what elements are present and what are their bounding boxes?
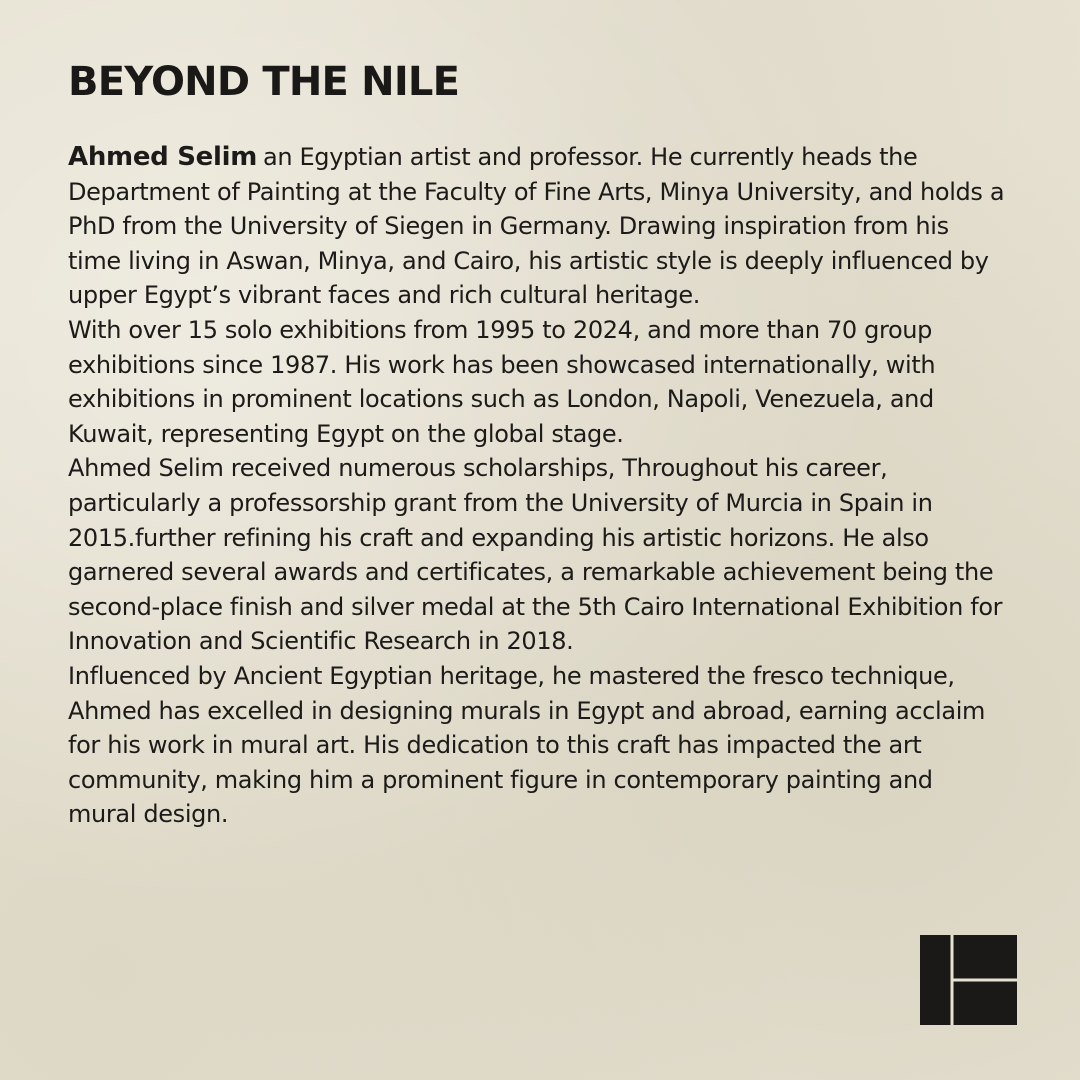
bio-paragraph-scholarships: Ahmed Selim received numerous scholarships, Throughout his career, particularly a professorship grant from the University of Murcia in Spain in 2015.further refining his craft and expanding his artistic horizons. He also garnered several awards and certificates, a remarkable achievement being the second-place finish and silver medal at the 5th Cairo International Exhibition for Innovation and Scientific Research in 2018. — [68, 454, 1003, 656]
artist-bio — [68, 140, 1008, 832]
bio-paragraph-murals: Influenced by Ancient Egyptian heritage, he mastered the fresco technique, Ahmed has excelled in designing murals in Egypt and abroad, earning acclaim for his work in mural art. His dedication to this craft has impacted the art community, making him a prominent figure in contemporary painting and mural design. — [68, 661, 986, 829]
bio-intro-text: an Egyptian artist and professor. He currently heads the Department of Painting at the Faculty of Fine Arts, Minya University, and holds a PhD from the University of Siegen in Germany. Drawing inspiration from his time living in Aswan, Minya, and Cairo, his artistic style is deeply influenced by upper Egypt’s vibrant faces and rich cultural heritage. — [68, 143, 1005, 310]
page-content — [68, 58, 1008, 832]
page-title: BEYOND THE NILE — [68, 59, 460, 105]
artist-name: Ahmed Selim — [68, 142, 257, 172]
brand-logo-icon — [920, 935, 1017, 1025]
bio-intro-paragraph — [68, 140, 1008, 313]
bio-paragraph-exhibitions: With over 15 solo exhibitions from 1995 to 2024, and more than 70 group exhibitions since 1987. His work has been showcased internationally, with exhibitions in prominent locations such as London, Napoli, Venezuela, and Kuwait, representing Egypt on the global stage. — [68, 315, 936, 448]
